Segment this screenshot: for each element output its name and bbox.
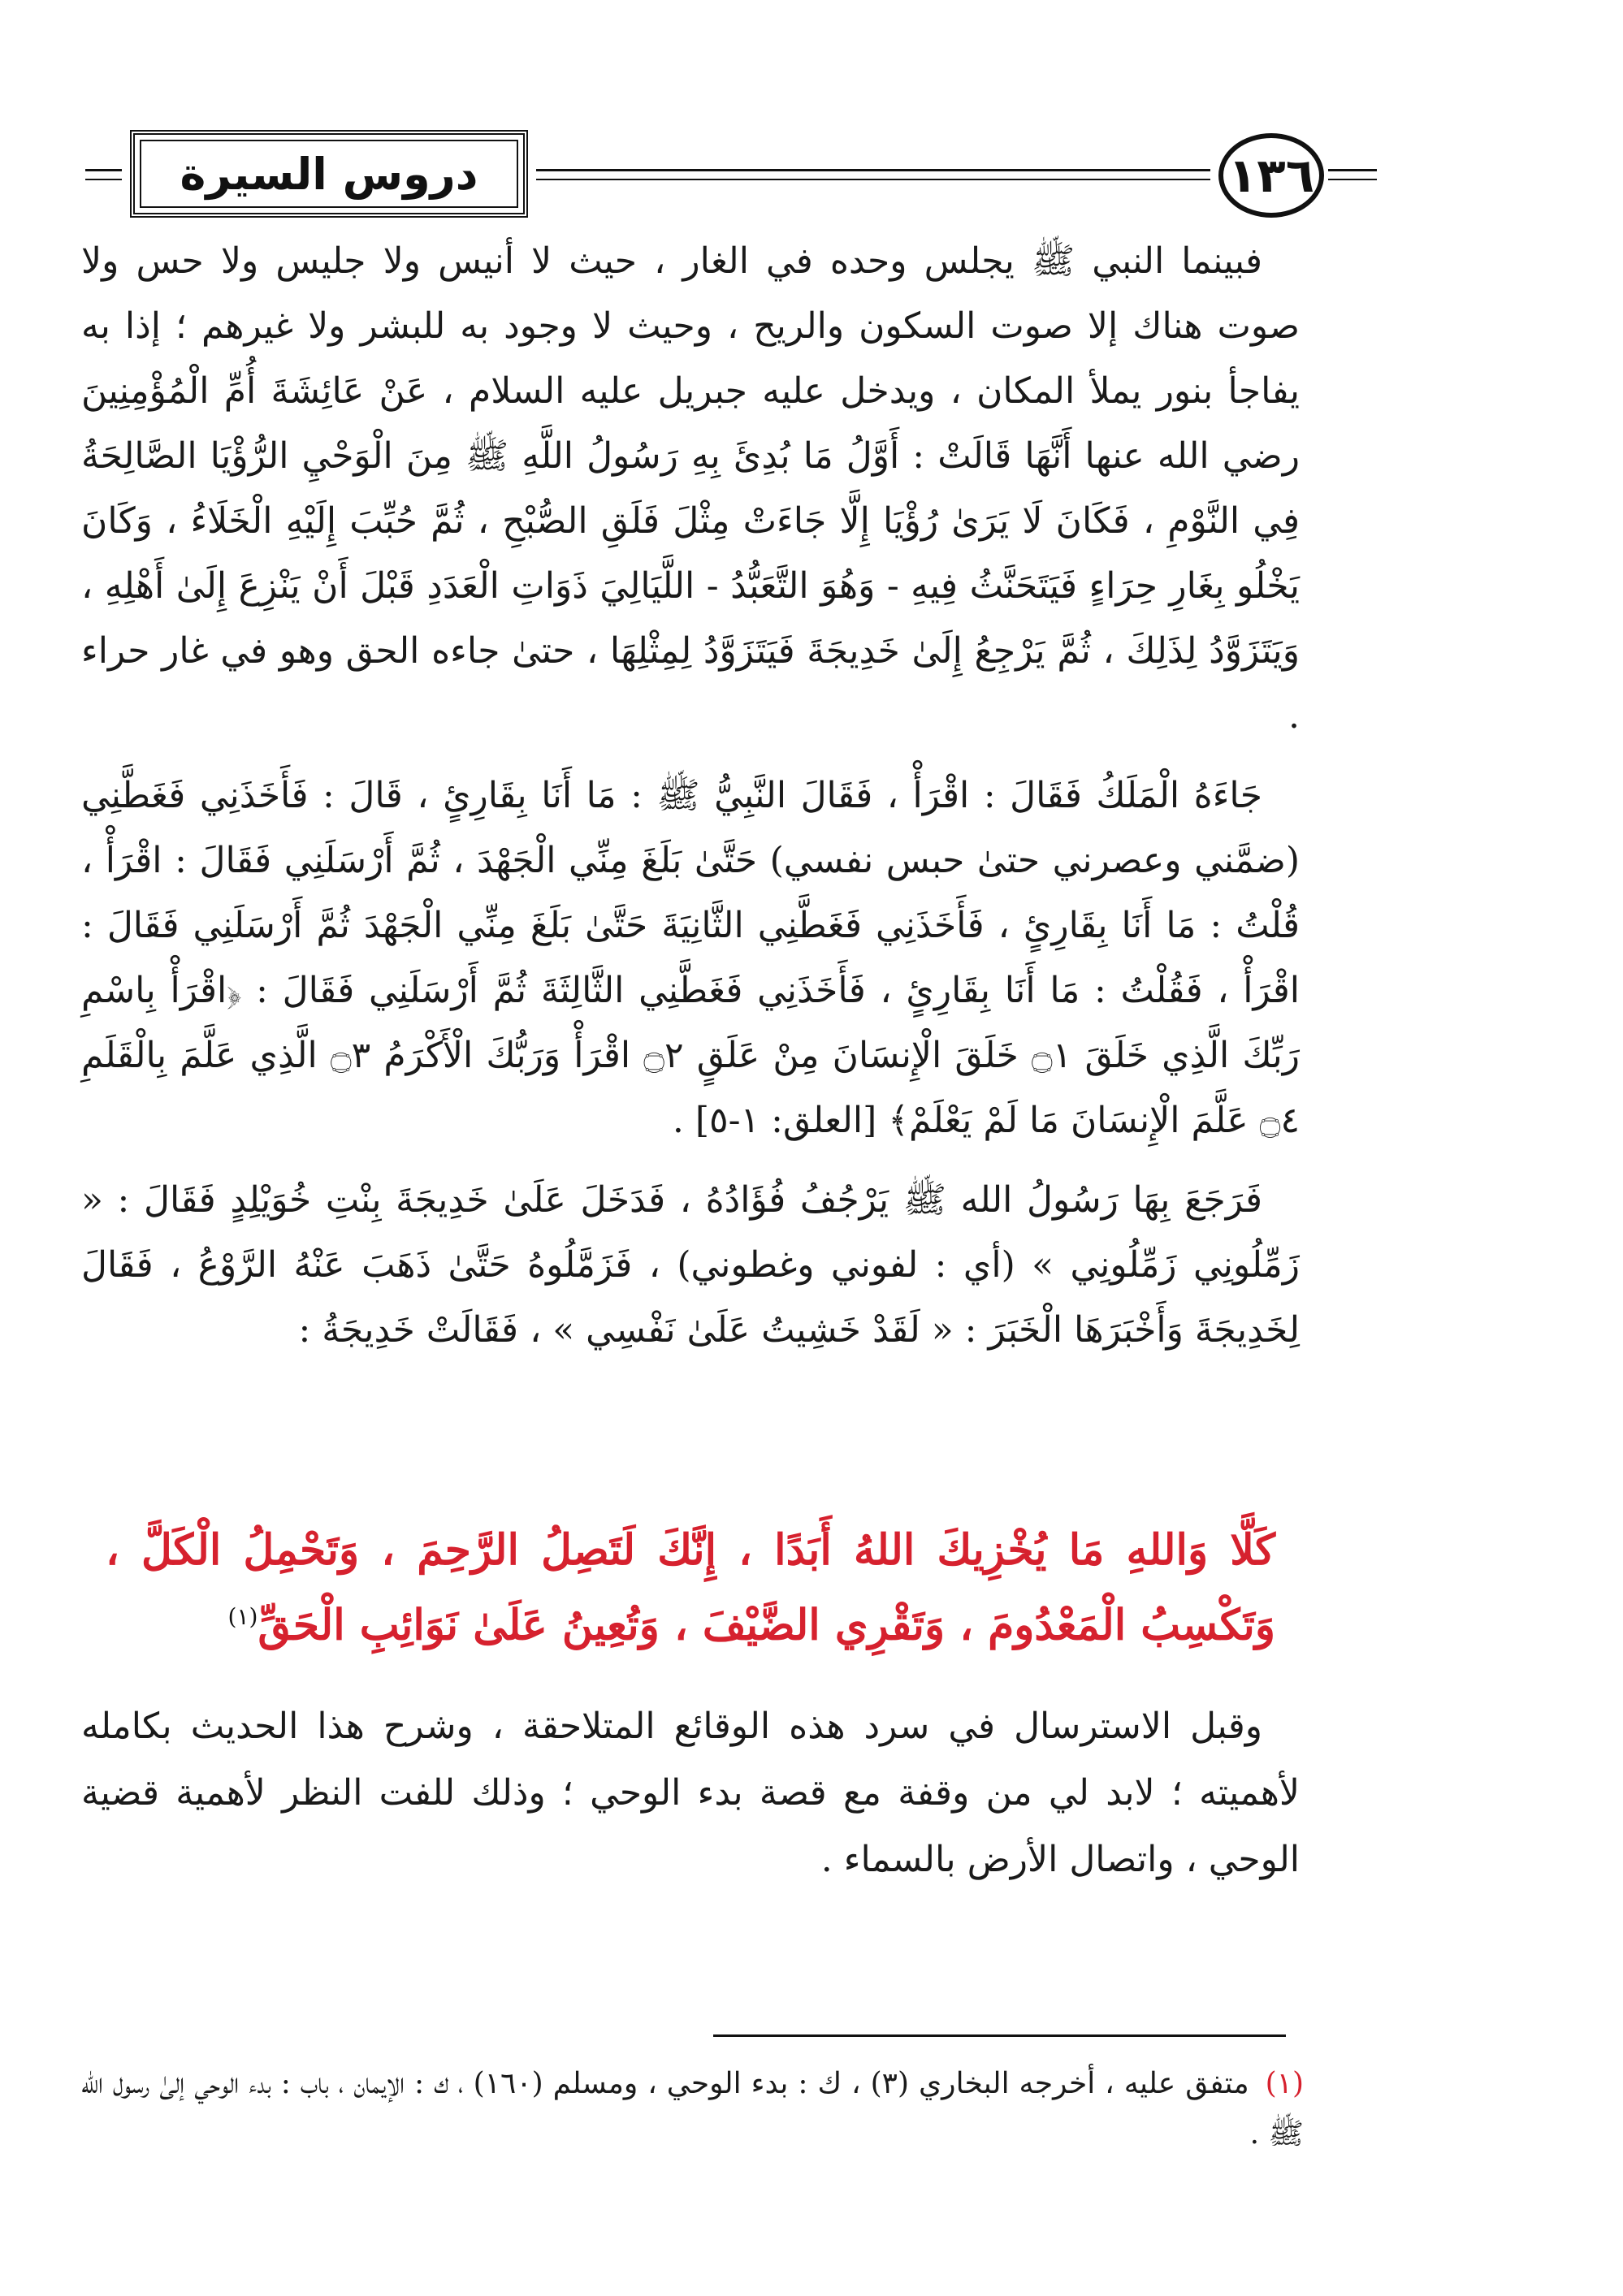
header-rule: [536, 169, 1210, 171]
running-title: دروس السيرة: [180, 148, 478, 200]
header-rule: [85, 169, 122, 171]
footnote-separator: [713, 2034, 1286, 2037]
footnote-marker: (١): [1265, 2067, 1305, 2100]
footnote-text: متفق عليه ، أخرجه البخاري (٣) ، ك : بدء الوحي ، ومسلم (١٦٠) ، ك : الإيمان ، باب : بدء الوحي إلىٰ رسول الله ﷺ .: [81, 2067, 1304, 2151]
header-rule: [1328, 179, 1377, 180]
highlighted-quote: [106, 1517, 1275, 1658]
header-rule: [1328, 169, 1377, 171]
footnotes: [81, 2059, 1304, 2160]
closing-text: [81, 1693, 1300, 1893]
main-text: [81, 229, 1300, 1363]
paragraph: وقبل الاسترسال في سرد هذه الوقائع المتلاحقة ، وشرح هذا الحديث بكامله لأهميته ؛ لابد لي من وقفة مع قصة بدء الوحي ؛ وذلك للفت النظر لأهمية قضية الوحي ، واتصال الأرض بالسماء .: [81, 1706, 1300, 1880]
running-title-frame: [130, 130, 528, 218]
page-number: ١٣٦: [1218, 133, 1324, 218]
paragraph: فبينما النبي ﷺ يجلس وحده في الغار ، حيث لا أنيس ولا جليس ولا حس ولا صوت هناك إلا صوت السكون والريح ، وحيث لا وجود به للبشر ولا غيرهم ؛ إذا به يفاجأ بنور يملأ المكان ، ويدخل عليه جبريل عليه السلام ، عَنْ عَائِشَةَ أُمِّ الْمُؤْمِنِينَ رضي الله عنها أَنَّهَا قَالَتْ : أَوَّلُ مَا بُدِئَ بِهِ رَسُولُ اللَّهِ ﷺ مِنَ الْوَحْيِ الرُّؤْيَا الصَّالِحَةُ فِي النَّوْمِ ، فَكَانَ لَا يَرَىٰ رُؤْيَا إِلَّا جَاءَتْ مِثْلَ فَلَقِ الصُّبْحِ ، ثُمَّ حُبِّبَ إِلَيْهِ الْخَلَاءُ ، وَكَانَ يَخْلُو بِغَارِ حِرَاءٍ فَيَتَحَنَّثُ فِيهِ - وَهُوَ التَّعَبُّدُ - اللَّيَالِيَ ذَوَاتِ الْعَدَدِ قَبْلَ أَنْ يَنْزِعَ إِلَىٰ أَهْلِهِ ، وَيَتَزَوَّدُ لِذَلِكَ ، ثُمَّ يَرْجِعُ إِلَىٰ خَدِيجَةَ فَيَتَزَوَّدُ لِمِثْلِهَا ، حتىٰ جاءه الحق وهو في غار حراء .: [81, 240, 1300, 737]
quote-text: كَلَّا وَاللهِ مَا يُخْزِيكَ اللهُ أَبَدًا ، إِنَّكَ لَتَصِلُ الرَّحِمَ ، وَتَحْمِلُ الْكَلَّ ، وَتَكْسِبُ الْمَعْدُومَ ، وَتَقْرِي الضَّيْفَ ، وَتُعِينُ عَلَىٰ نَوَائِبِ الْحَقِّ: [106, 1525, 1275, 1650]
page-header: [85, 130, 1320, 219]
header-rule: [536, 179, 1210, 180]
footnote-reference: (١): [227, 1603, 258, 1630]
paragraph: جَاءَهُ الْمَلَكُ فَقَالَ : اقْرَأْ ، فَقَالَ النَّبِيُّ ﷺ : مَا أَنَا بِقَارِئٍ ، قَالَ : فَأَخَذَنِي فَغَطَّنِي (ضمَّني وعصرني حتىٰ حبس نفسي) حَتَّىٰ بَلَغَ مِنِّي الْجَهْدَ ، ثُمَّ أَرْسَلَنِي فَقَالَ : اقْرَأْ ، قُلْتُ : مَا أَنَا بِقَارِئٍ ، فَأَخَذَنِي فَغَطَّنِي الثَّانِيَةَ حَتَّىٰ بَلَغَ مِنِّي الْجَهْدَ ثُمَّ أَرْسَلَنِي فَقَالَ : اقْرَأْ ، فَقُلْتُ : مَا أَنَا بِقَارِئٍ ، فَأَخَذَنِي فَغَطَّنِي الثَّالِثَةَ ثُمَّ أَرْسَلَنِي فَقَالَ : ﴿اقْرَأْ بِاسْمِ رَبِّكَ الَّذِي خَلَقَ ۝١ خَلَقَ الْإِنسَانَ مِنْ عَلَقٍ ۝٢ اقْرَأْ وَرَبُّكَ الْأَكْرَمُ ۝٣ الَّذِي عَلَّمَ بِالْقَلَمِ ۝٤ عَلَّمَ الْإِنسَانَ مَا لَمْ يَعْلَمْ﴾ [العلق: ١-٥] .: [81, 775, 1300, 1141]
paragraph: فَرَجَعَ بِهَا رَسُولُ الله ﷺ يَرْجُفُ فُؤَادُهُ ، فَدَخَلَ عَلَىٰ خَدِيجَةَ بِنْتِ خُوَيْلِدٍ فَقَالَ : « زَمِّلُونِي زَمِّلُونِي » (أي : لفوني وغطوني) ، فَزَمَّلُوهُ حَتَّىٰ ذَهَبَ عَنْهُ الرَّوْعُ ، فَقَالَ لِخَدِيجَةَ وَأَخْبَرَهَا الْخَبَرَ : « لَقَدْ خَشِيتُ عَلَىٰ نَفْسِي » ، فَقَالَتْ خَدِيجَةُ :: [81, 1179, 1300, 1351]
header-rule: [85, 179, 122, 180]
